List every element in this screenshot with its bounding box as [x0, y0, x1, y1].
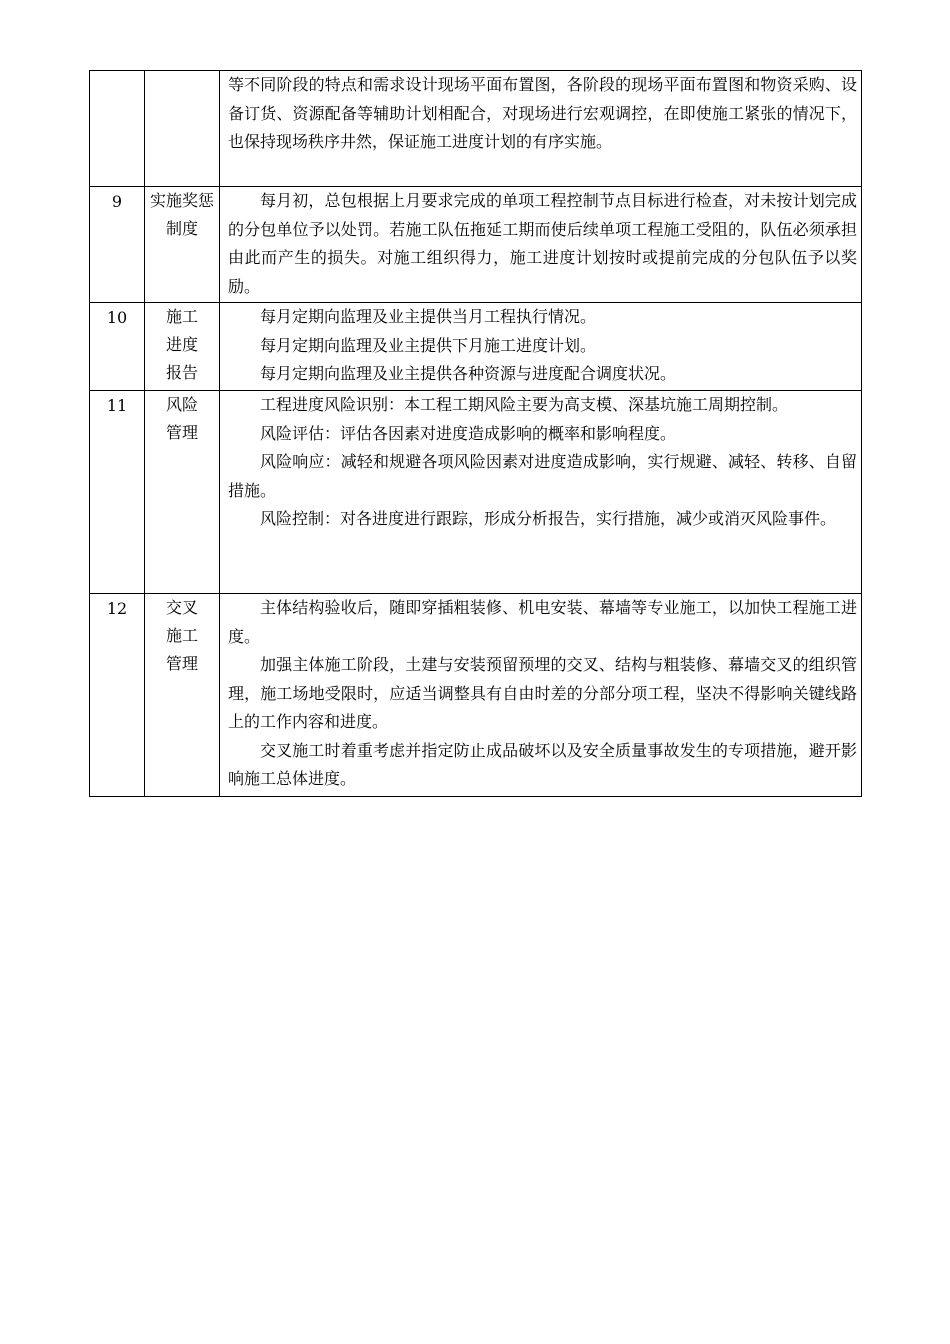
row-name-line: 制度: [165, 219, 198, 238]
content-paragraph: 每月定期向监理及业主提供下月施工进度计划。: [260, 335, 597, 355]
table-row-continued: [90, 71, 862, 187]
content-paragraph: 每月初，总包根据上月要求完成的单项工程控制节点目标进行检查，对未按计划完成的分包单位予以处罚。若施工队伍拖延工期而使后续单项工程施工受阻的，队伍必须承担由此而产生的损失。对施工组织得力，施工进度计划按时或提前完成的分包队伍予以奖励。: [228, 191, 857, 296]
row-name-cell: [145, 594, 220, 797]
row-name-line: 风险: [165, 395, 198, 414]
row-name-line: 报告: [165, 363, 198, 382]
content-paragraph: 风险评估：评估各因素对进度造成影响的概率和影响程度。: [260, 423, 677, 443]
row-number-cell: [90, 71, 145, 187]
row-number-cell: 12: [90, 594, 145, 797]
row-content-cell: [220, 187, 862, 303]
row-name-cell: [145, 71, 220, 187]
row-name-cell: [145, 391, 220, 594]
content-paragraph: 每月定期向监理及业主提供当月工程执行情况。: [260, 307, 597, 326]
table-row: [90, 594, 862, 797]
row-name-line: 施工: [165, 307, 198, 326]
row-name-cell: [145, 187, 220, 303]
row-content-cell: [220, 303, 862, 391]
content-paragraph: 每月定期向监理及业主提供各种资源与进度配合调度状况。: [260, 364, 677, 383]
row-name-line: 实施奖惩: [149, 191, 214, 210]
content-paragraph: 交叉施工时着重考虑并指定防止成品破坏以及安全质量事故发生的专项措施，避开影响施工总体进度。: [228, 740, 857, 788]
row-content-cell: [220, 71, 862, 187]
row-number-cell: 9: [90, 187, 145, 303]
content-paragraph: 风险响应：减轻和规避各项风险因素对进度造成影响，实行规避、减轻、转移、自留措施。: [228, 452, 857, 500]
table-row: [90, 391, 862, 594]
content-paragraph: 主体结构验收后，随即穿插粗装修、机电安装、幕墙等专业施工，以加快工程施工进度。: [228, 598, 857, 646]
row-content-cell: [220, 391, 862, 594]
row-number-cell: 10: [90, 303, 145, 391]
row-name-cell: [145, 303, 220, 391]
table-row: [90, 187, 862, 303]
row-name-line: 交叉: [165, 598, 198, 617]
content-paragraph: 等不同阶段的特点和需求设计现场平面布置图，各阶段的现场平面布置图和物资采购、设备订货、资源配备等辅助计划相配合，对现场进行宏观调控，在即使施工紧张的情况下，也保持现场秩序井然，保证施工进度计划的有序实施。: [228, 75, 857, 151]
row-name-line: 管理: [165, 423, 198, 442]
row-number-cell: 11: [90, 391, 145, 594]
row-name-line: 进度: [165, 335, 198, 354]
row-name-line: 管理: [165, 654, 198, 673]
table-row: [90, 303, 862, 391]
row-name-line: 施工: [165, 626, 198, 645]
content-paragraph: 风险控制：对各进度进行跟踪，形成分析报告，实行措施，减少或消灭风险事件。: [260, 509, 837, 528]
content-paragraph: 加强主体施工阶段，土建与安装预留预埋的交叉、结构与粗装修、幕墙交叉的组织管理，施工场地受限时，应适当调整具有自由时差的分部分项工程，坚决不得影响关键线路上的工作内容和进度。: [228, 655, 857, 731]
content-paragraph: 工程进度风险识别：本工程工期风险主要为高支模、深基坑施工周期控制。: [260, 395, 789, 414]
schedule-control-table: [89, 70, 862, 797]
row-content-cell: [220, 594, 862, 797]
